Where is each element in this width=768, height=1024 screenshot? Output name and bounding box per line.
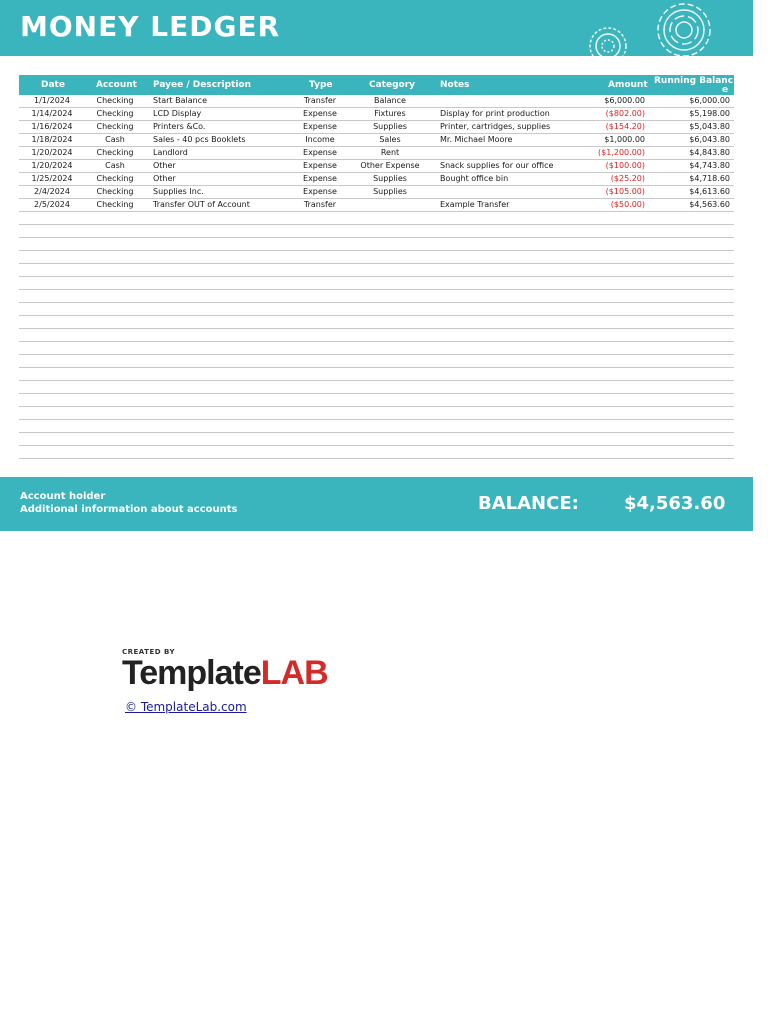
balance-value: $4,563.60 — [624, 493, 726, 514]
cell-balance: $4,718.60 — [689, 174, 730, 183]
created-by-label: CREATED BY — [122, 648, 176, 656]
table-row — [19, 407, 734, 420]
templatelab-link[interactable]: © TemplateLab.com — [125, 700, 247, 714]
account-info-label: Additional information about accounts — [20, 504, 238, 515]
cell-category: Supplies — [373, 122, 407, 131]
col-category: Category — [369, 80, 416, 90]
cell-amount: $6,000.00 — [604, 96, 645, 105]
cell-notes: Bought office bin — [440, 174, 509, 183]
cell-category: Other Expense — [360, 161, 420, 170]
cell-balance: $4,843.80 — [689, 148, 730, 157]
table-row — [19, 134, 734, 147]
templatelab-logo — [122, 648, 328, 693]
cell-category: Sales — [379, 135, 401, 144]
table-row — [19, 329, 734, 342]
cell-type: Transfer — [303, 200, 337, 209]
header-banner — [0, 0, 753, 56]
table-row — [19, 238, 734, 251]
cell-amount: ($50.00) — [610, 200, 645, 209]
table-header — [19, 75, 734, 95]
table-row — [19, 290, 734, 303]
cell-account: Checking — [96, 174, 134, 183]
cell-type: Expense — [303, 174, 337, 183]
cell-date: 1/16/2024 — [31, 122, 73, 131]
table-row — [19, 173, 734, 186]
cell-amount: ($802.00) — [605, 109, 645, 118]
cell-notes: Snack supplies for our office — [440, 161, 554, 170]
cell-notes: Printer, cartridges, supplies — [440, 122, 551, 131]
cell-balance: $4,613.60 — [689, 187, 730, 196]
cell-payee: Supplies Inc. — [153, 187, 204, 196]
table-row — [19, 199, 734, 212]
table-row — [19, 368, 734, 381]
cell-account: Checking — [96, 200, 134, 209]
cell-amount: $1,000.00 — [604, 135, 645, 144]
cell-amount: ($100.00) — [605, 161, 645, 170]
cell-payee: Sales - 40 pcs Booklets — [153, 135, 246, 144]
cell-payee: Landlord — [153, 148, 188, 157]
cell-notes: Example Transfer — [440, 200, 510, 209]
cell-date: 1/25/2024 — [31, 174, 73, 183]
table-row — [19, 251, 734, 264]
cell-type: Expense — [303, 148, 337, 157]
col-account: Account — [96, 80, 137, 90]
cell-date: 2/4/2024 — [34, 187, 70, 196]
cell-category: Supplies — [373, 187, 407, 196]
cell-category: Balance — [374, 96, 406, 105]
col-amount: Amount — [608, 80, 648, 90]
cell-payee: Other — [153, 174, 176, 183]
logo-word-template: Template — [122, 654, 261, 692]
cell-balance: $5,198.00 — [689, 109, 730, 118]
cell-balance: $4,743.80 — [689, 161, 730, 170]
table-row — [19, 147, 734, 160]
cell-payee: Start Balance — [153, 96, 207, 105]
cell-account: Checking — [96, 109, 134, 118]
col-running-balance: Running Balanc — [654, 76, 734, 86]
cell-balance: $4,563.60 — [689, 200, 730, 209]
logo-word-lab: LAB — [260, 654, 328, 692]
cell-account: Cash — [105, 135, 125, 144]
table-row — [19, 108, 734, 121]
cell-date: 1/18/2024 — [31, 135, 73, 144]
cell-balance: $6,000.00 — [689, 96, 730, 105]
col-date: Date — [41, 80, 65, 90]
footer-banner — [0, 477, 753, 531]
table-row — [19, 160, 734, 173]
cell-date: 1/1/2024 — [34, 96, 70, 105]
table-row — [19, 95, 734, 108]
table-row — [19, 446, 734, 459]
cell-type: Expense — [303, 187, 337, 196]
table-row — [19, 394, 734, 407]
cell-date: 1/20/2024 — [31, 161, 73, 170]
cell-date: 2/5/2024 — [34, 200, 70, 209]
table-row — [19, 433, 734, 446]
cell-payee: Printers &Co. — [153, 122, 206, 131]
cell-payee: Transfer OUT of Account — [153, 200, 250, 209]
page-title: MONEY LEDGER — [20, 10, 281, 43]
cell-type: Expense — [303, 109, 337, 118]
cell-amount: ($1,200.00) — [598, 148, 645, 157]
account-holder-label: Account holder — [20, 491, 106, 502]
cell-notes: Mr. Michael Moore — [440, 135, 513, 144]
cell-balance: $6,043.80 — [689, 135, 730, 144]
cell-amount: ($25.20) — [610, 174, 645, 183]
cell-amount: ($154.20) — [605, 122, 645, 131]
cell-payee: LCD Display — [153, 109, 202, 118]
cell-amount: ($105.00) — [605, 187, 645, 196]
table-row — [19, 121, 734, 134]
cell-notes: Display for print production — [440, 109, 550, 118]
cell-type: Expense — [303, 122, 337, 131]
cell-account: Cash — [105, 161, 125, 170]
cell-account: Checking — [96, 122, 134, 131]
cell-account: Checking — [96, 187, 134, 196]
col-notes: Notes — [440, 80, 470, 90]
cell-date: 1/20/2024 — [31, 148, 73, 157]
cell-category: Rent — [380, 148, 400, 157]
cell-date: 1/14/2024 — [31, 109, 73, 118]
table-row — [19, 277, 734, 290]
cell-category: Supplies — [373, 174, 407, 183]
col-payee: Payee / Description — [153, 80, 251, 90]
logo-wordmark — [122, 654, 328, 693]
table-row — [19, 342, 734, 355]
table-row — [19, 212, 734, 225]
cell-balance: $5,043.80 — [689, 122, 730, 131]
cell-category: Fixtures — [374, 109, 406, 118]
cell-type: Income — [305, 135, 335, 144]
swirl-decoration-icon — [580, 0, 753, 56]
col-type: Type — [309, 80, 333, 90]
table-row — [19, 316, 734, 329]
cell-type: Transfer — [303, 96, 337, 105]
col-running-balance-wrap: e — [722, 85, 729, 95]
table-row — [19, 303, 734, 316]
table-row — [19, 264, 734, 277]
table-row — [19, 186, 734, 199]
table-row — [19, 420, 734, 433]
ledger-table — [19, 75, 734, 459]
table-row — [19, 355, 734, 368]
cell-payee: Other — [153, 161, 176, 170]
cell-account: Checking — [96, 96, 134, 105]
table-row — [19, 225, 734, 238]
balance-label: BALANCE: — [478, 493, 579, 514]
table-row — [19, 381, 734, 394]
cell-type: Expense — [303, 161, 337, 170]
cell-account: Checking — [96, 148, 134, 157]
